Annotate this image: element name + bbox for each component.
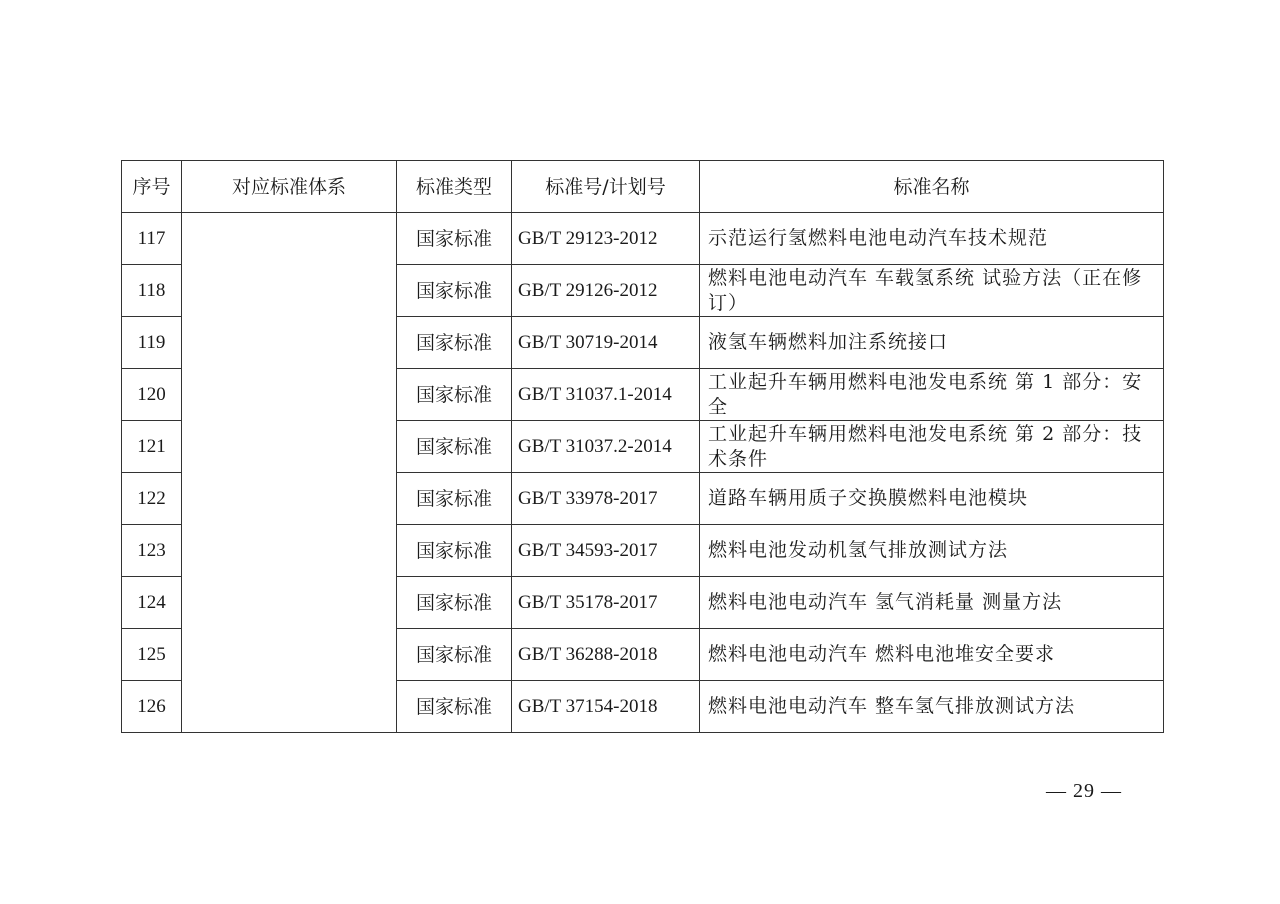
header-code: 标准号/计划号 [512, 161, 700, 213]
row-code: GB/T 31037.1-2014 [512, 369, 700, 421]
row-name: 燃料电池电动汽车 整车氢气排放测试方法 [700, 681, 1164, 733]
row-code: GB/T 36288-2018 [512, 629, 700, 681]
system-cell [182, 213, 397, 733]
standards-table [121, 160, 1164, 733]
row-name: 工业起升车辆用燃料电池发电系统 第 1 部分：安全 [700, 369, 1164, 421]
row-serial: 119 [122, 317, 182, 369]
header-serial: 序号 [122, 161, 182, 213]
table-row [122, 213, 1164, 265]
row-type: 国家标准 [397, 577, 512, 629]
row-name: 燃料电池发动机氢气排放测试方法 [700, 525, 1164, 577]
row-name: 燃料电池电动汽车 氢气消耗量 测量方法 [700, 577, 1164, 629]
row-code: GB/T 31037.2-2014 [512, 421, 700, 473]
row-serial: 121 [122, 421, 182, 473]
row-code: GB/T 29126-2012 [512, 265, 700, 317]
row-type: 国家标准 [397, 317, 512, 369]
row-code: GB/T 35178-2017 [512, 577, 700, 629]
row-code: GB/T 33978-2017 [512, 473, 700, 525]
row-serial: 126 [122, 681, 182, 733]
table-header-row [122, 161, 1164, 213]
row-name: 工业起升车辆用燃料电池发电系统 第 2 部分：技术条件 [700, 421, 1164, 473]
row-serial: 118 [122, 265, 182, 317]
header-name: 标准名称 [700, 161, 1164, 213]
row-type: 国家标准 [397, 473, 512, 525]
header-type: 标准类型 [397, 161, 512, 213]
row-name: 液氢车辆燃料加注系统接口 [700, 317, 1164, 369]
row-serial: 124 [122, 577, 182, 629]
row-code: GB/T 34593-2017 [512, 525, 700, 577]
row-name: 燃料电池电动汽车 车载氢系统 试验方法（正在修订） [700, 265, 1164, 317]
row-type: 国家标准 [397, 525, 512, 577]
row-serial: 117 [122, 213, 182, 265]
row-serial: 122 [122, 473, 182, 525]
row-type: 国家标准 [397, 213, 512, 265]
row-type: 国家标准 [397, 369, 512, 421]
row-type: 国家标准 [397, 681, 512, 733]
row-type: 国家标准 [397, 265, 512, 317]
header-system: 对应标准体系 [182, 161, 397, 213]
row-name: 示范运行氢燃料电池电动汽车技术规范 [700, 213, 1164, 265]
page-number: — 29 — [1046, 780, 1122, 802]
row-code: GB/T 29123-2012 [512, 213, 700, 265]
row-name: 燃料电池电动汽车 燃料电池堆安全要求 [700, 629, 1164, 681]
row-type: 国家标准 [397, 421, 512, 473]
row-serial: 120 [122, 369, 182, 421]
row-serial: 123 [122, 525, 182, 577]
row-serial: 125 [122, 629, 182, 681]
row-name: 道路车辆用质子交换膜燃料电池模块 [700, 473, 1164, 525]
row-code: GB/T 37154-2018 [512, 681, 700, 733]
row-code: GB/T 30719-2014 [512, 317, 700, 369]
row-type: 国家标准 [397, 629, 512, 681]
